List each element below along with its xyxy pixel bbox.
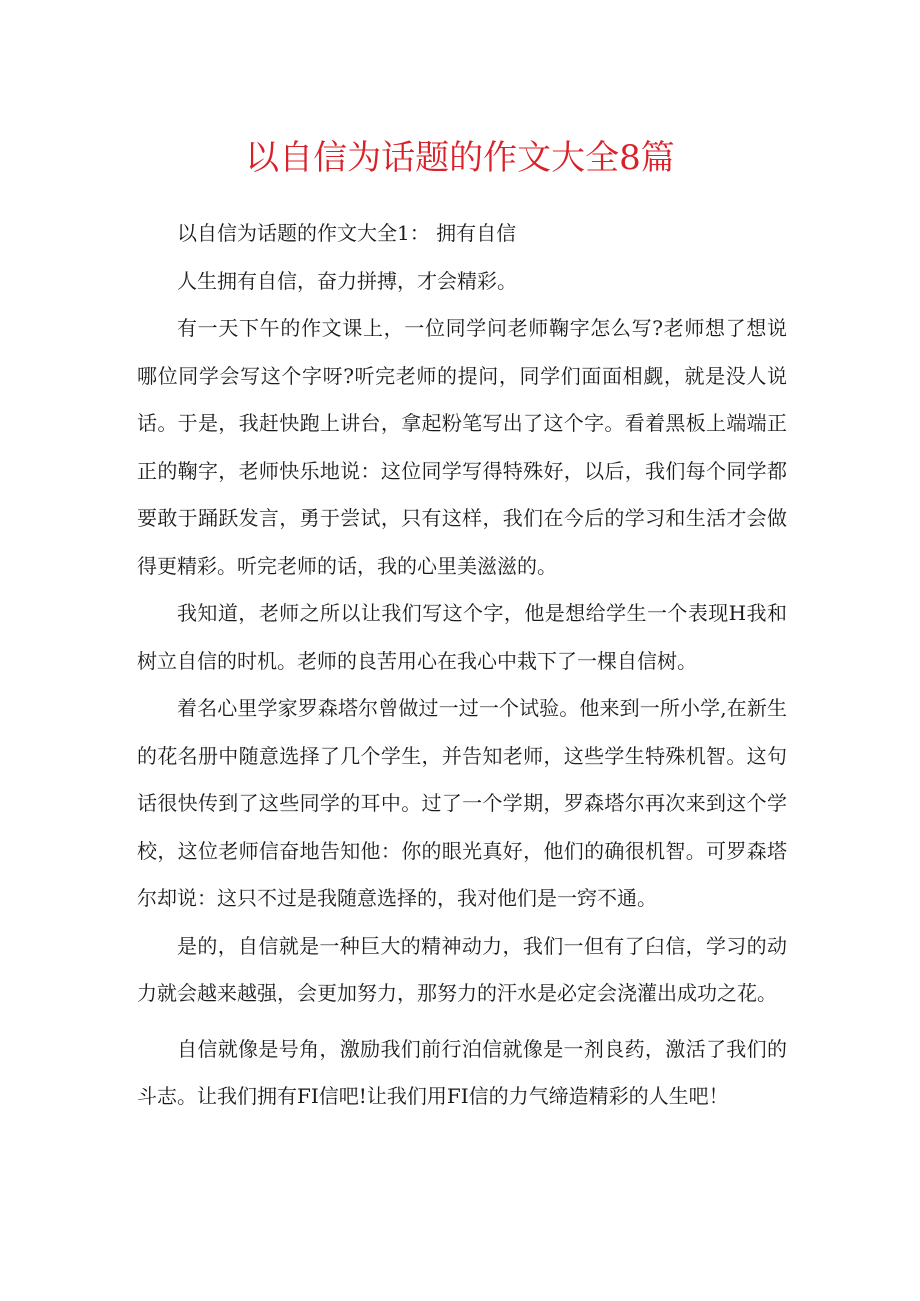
paragraph: 是的，自信就是一种巨大的精神动力，我们一但有了臼信，学习的动力就会越来越强，会更加努力，那努力的汗水是必定会浇灌出成功之花。 — [137, 933, 787, 1005]
paragraph: 我知道，老师之所以让我们写这个字，他是想给学生一个表现H我和树立自信的时机。老师的良苦用心在我心中栽下了一棵自信树。 — [137, 601, 787, 673]
paragraph: 人生拥有自信，奋力拼搏，才会精彩。 — [177, 268, 517, 293]
paragraph: 有一天下午的作文课上，一位同学问老师鞠字怎么写?老师想了想说哪位同学会写这个字呀?听完老师的提问，同学们面面相觑，就是没人说话。于是，我赶快跑上讲台，拿起粉笔写出了这个字。看着黑板上端端正正的鞠字，老师快乐地说：这位同学写得特殊好，以后，我们每个同学都要敢于踊跃发言，勇于尝试，只有这样，我们在今后的学习和生活才会做得更精彩。听完老师的话，我的心里美滋滋的。 — [137, 316, 787, 578]
page-title: 以自信为话题的作文大全8篇 — [245, 138, 675, 178]
article-body — [137, 210, 787, 1121]
paragraph: 着名心里学家罗森塔尔曾做过一过一个试验。他来到一所小学,在新生的花名册中随意选择了几个学生，并告知老师，这些学生特殊机智。这句话很快传到了这些同学的耳中。过了一个学期，罗森塔尔再次来到这个学校，这位老师信奋地告知他：你的眼光真好，他们的确很机智。可罗森塔尔却说：这只不过是我随意选择的，我对他们是一窍不通。 — [137, 696, 787, 910]
paragraph: 自信就像是号角，激励我们前行泊信就像是一剂良药，激活了我们的斗志。让我们拥有FI信吧!让我们用FI信的力气缔造精彩的人生吧！ — [137, 1036, 787, 1108]
paragraph-heading: 以自信为话题的作文大全1： 拥有自信 — [177, 221, 517, 245]
